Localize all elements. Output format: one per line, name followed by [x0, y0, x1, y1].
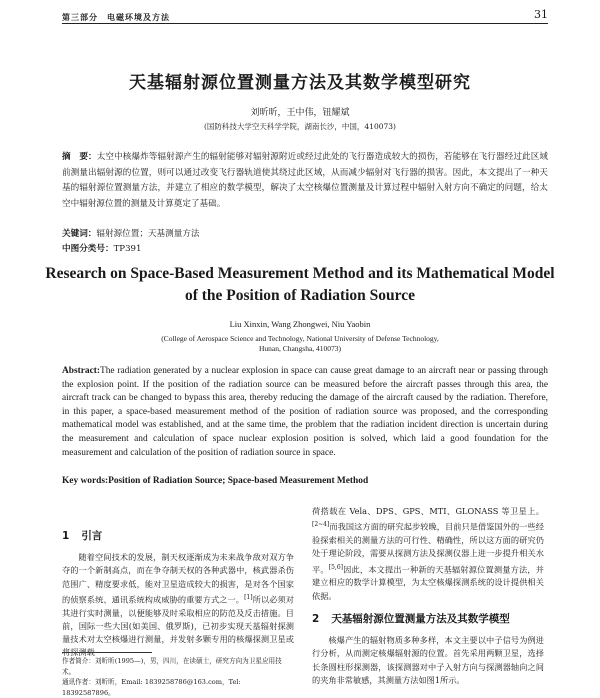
citation-ref: [1]	[244, 593, 253, 601]
introduction-paragraph	[62, 551, 294, 659]
chinese-abstract-label: 摘 要：	[62, 152, 97, 162]
footnotes	[62, 656, 294, 698]
citation-ref: [5,6]	[328, 563, 343, 571]
english-keywords-label: Key words:	[62, 476, 109, 486]
page-number: 31	[534, 8, 548, 21]
citation-ref: [2~4]	[312, 521, 330, 529]
method-paragraph: 核爆产生的辐射物质多种多样，本文主要以中子信号为例进行分析，从而测定核爆辐射源的位置。首先采用两颗卫星，选择长条圆柱形探测器，该探测器对中子入射方向与探测器轴向之间的夹角非常敏感，其测量方法如图1所示。	[312, 635, 544, 685]
english-keywords	[62, 476, 548, 486]
left-column	[62, 530, 294, 660]
english-keywords-text: Position of Radiation Source; Space-based Measurement Method	[108, 476, 369, 486]
introduction-text: 随着空间技术的发展，制天权逐渐成为未来战争敌对双方争夺的一个新制高点，而在争夺制天权的各种武器中，核武器杀伤范围广、精度要求低，能对卫星造成较大的损害，是对各个国家的侦察系统、通讯系统构成威胁的重要方式之一。	[62, 552, 294, 605]
intro-text-c: 因此，本文提出一种新的天基辐射源位置测量方法，并建立相应的数学计算模型，为太空核爆探测系统的设计提供相关依据。	[312, 564, 544, 601]
chinese-keywords	[62, 227, 548, 239]
classification-value: TP391	[113, 244, 142, 254]
english-abstract	[62, 365, 548, 460]
introduction-text-continued: 所以必须对其进行实时测量，以便能够及时采取相应的防范及反击措施。目前，国际一些大国(如美国、俄罗斯)，已初步实现天基辐射探测量技术对太空核爆进行测量，并发射多颗专用的核爆探测卫星或将探测载	[62, 594, 294, 658]
section-title: 引言	[81, 530, 103, 542]
english-abstract-text: The radiation generated by a nuclear explosion in space can cause great damage to an aircraft near or passing through the explosion point. If the position of the radiation source can be measured before the aircraft passes through this area, the aircraft track can be changed to bypass this area, thereby reducing the damage of the aircraft caused by the radiation. Therefore, in this paper, a space-based measurement method of the position of radiation source was proposed, and the corresponding mathematical model was established, and at the same time, the problem that the radiation incident direction is uncertain during the measurement and calculation of space nuclear explosion position is solved, which laid a good foundation for the measurement and calculation of the position of radiation source in space.	[62, 366, 548, 458]
corresponding-author-footnote: 通讯作者：刘昕昕，Email: 1839258786@163.com，Tel: 18392587896。	[62, 678, 241, 697]
section-number: 1	[62, 530, 70, 542]
chinese-title: 天基辐射源位置测量方法及其数学模型研究	[129, 73, 471, 93]
author-bio-footnote: 作者简介：刘昕昕(1995—)，男，四川，在读硕士，研究方向为卫星应用技术。	[62, 657, 282, 676]
english-abstract-label: Abstract:	[62, 366, 101, 376]
section-heading-introduction	[62, 530, 294, 543]
right-column	[312, 505, 544, 687]
chinese-authors: 刘昕昕，王中伟，钮耀斌	[250, 108, 350, 118]
section-heading-method	[312, 613, 544, 626]
chinese-keywords-text: 辐射源位置；天基测量方法	[96, 229, 200, 239]
chinese-keywords-label: 关键词：	[62, 229, 97, 239]
chinese-abstract	[62, 150, 548, 212]
english-authors: Liu Xinxin, Wang Zhongwei, Niu Yaobin	[229, 319, 371, 329]
classification-number	[62, 242, 548, 254]
english-affiliation-line1: (College of Aerospace Science and Technology, National University of Defense Technology,	[161, 334, 439, 343]
english-affiliation-line2: Hunan, Changsha, 410073)	[258, 344, 342, 353]
introduction-continued-paragraph	[312, 505, 544, 603]
chinese-abstract-text: 太空中核爆炸等辐射源产生的辐射能够对辐射源附近或经过此处的飞行器造成较大的损伤，若能够在飞行器经过此区域前测量出辐射源的位置，则可以通过改变飞行器轨道使其绕过此区域，从而减少辐射对飞行器的损害。因此，本文提出了一种天基的辐射源位置测量方法，并建立了相应的数学模型，解决了太空核爆位置测量及计算过程中辐射入射方向不确定的问题，给太空中辐射源位置的测量及计算奠定了基础。	[62, 152, 548, 209]
intro-text-a: 荷搭载在 Vela、DPS、GPS、MTI、GLONASS 等卫星上。	[312, 506, 544, 516]
section-title: 天基辐射源位置测量方法及其数学模型	[331, 612, 510, 625]
footnote-divider	[62, 652, 152, 653]
intro-text-b: 而我国这方面的研究起步较晚，目前只是借鉴国外的一些经验探索相关的测量方法的可行性、精确性，所以这方面的研究仍处于理论阶段，需要从探测方法及探测仪器上进一步提升相关水平。	[312, 521, 544, 575]
running-header	[62, 8, 548, 22]
header-divider	[62, 23, 548, 24]
journal-section-label: 第三部分 电磁环境及方法	[62, 12, 170, 22]
section-number: 2	[312, 612, 320, 625]
classification-label: 中图分类号：	[62, 244, 114, 254]
english-affiliation	[0, 334, 600, 354]
english-title: Research on Space-Based Measurement Method and its Mathematical Model of the Position of Radiation Source	[45, 265, 555, 304]
chinese-affiliation: (国防科技大学空天科学学院，湖南长沙，中国，410073)	[204, 122, 396, 131]
